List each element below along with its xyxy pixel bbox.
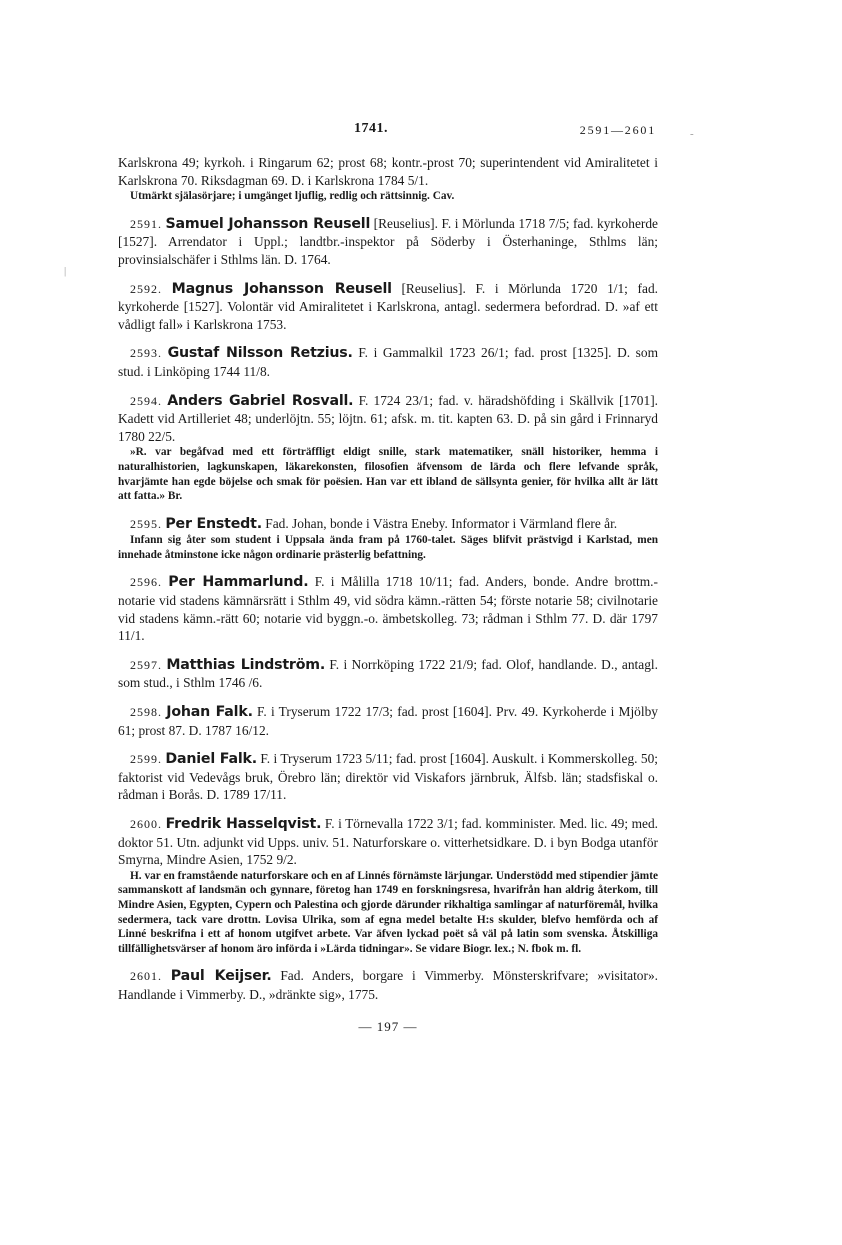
- entry-2592: [118, 280, 658, 334]
- entry-name: Fredrik Hasselqvist.: [165, 816, 322, 832]
- entry-text: [Reuselius]. F. i Mörlunda 1718 7/5; fad. kyrkoherde [1527]. Arrendator i Uppl.; landtbr.-inspektor på Söderby i Österhaninge, Sthlms län; provinsialschäfer i Sthlms län. D. 1764.: [118, 215, 658, 267]
- entry-text: F. i Målilla 1718 10/11; fad. Anders, bonde. Andre brottm.-notarie vid stadens kämnärsrätt i Sthlm 49, vid södra kämn.-rätten 54; förste notarie 58; civilnotarie vid stadens kämn.-rätt 60; notarie vid byggn.-o. ämbetskolleg. 73; rådman i Sthlm 77. D. där 1797 11/1.: [118, 574, 658, 644]
- entry-text: F. i Norrköping 1722 21/9; fad. Olof, handlande. D., antagl. som stud., i Sthlm 1746 /6.: [118, 656, 658, 691]
- entry-number: 2599.: [130, 752, 162, 767]
- entry-2594: [118, 392, 658, 504]
- page-header: [118, 120, 658, 140]
- header-entry-range: 2591—2601: [579, 123, 656, 137]
- entry-number: 2595.: [130, 516, 162, 531]
- entry-number: 2594.: [130, 393, 162, 408]
- entry-number: 2600.: [130, 817, 162, 831]
- entry-text: F. 1724 23/1; fad. v. häradshöfding i Skällvik [1701]. Kadett vid Artilleriet 48; underlöjtn. 55; löjtn. 61; afsk. m. tit. kapten 63. D. på sin gård i Frinnaryd 1780 22/5.: [118, 392, 658, 444]
- entry-text: F. i Törnevalla 1722 3/1; fad. komminister. Med. lic. 49; med. doktor 51. Utn. adjunkt vid Upps. univ. 51. Naturforskare o. vitterhetsidkare. D. i byn Bodga utanför Smyrna, Mindre Asien, 1752 9/2.: [118, 816, 659, 868]
- entry-number: 2598.: [130, 705, 162, 720]
- entry-name: Magnus Johansson Reusell: [171, 280, 392, 297]
- entry-text: F. i Tryserum 1723 5/11; fad. prost [1604]. Auskult. i Kommerskolleg. 50; faktorist vid Vedevågs bruk, Örebro län; direktör vid Viskafors järnbruk, Älfsb. län; stadsfiskal o. rådman i Borås. D. 1789 17/11.: [118, 751, 658, 803]
- entry-number: 2596.: [130, 575, 162, 590]
- entry-text: Fad. Anders, borgare i Vimmerby. Mönsterskrifvare; »visitator». Handlande i Vimmerby. D., »dränkte sig», 1775.: [118, 968, 658, 1002]
- entry-number: 2591.: [130, 216, 162, 231]
- entry-note: »R. var begåfvad med ett förträffligt eldigt snille, stark matematiker, snäll historiker, hemma i naturalhistorien, lagkunskapen, läkarekonsten, filosofien äfvensom de lärda och flere lefvande språk, hvarjämte han egde böjelse och smak för poësien. Han var ett ibland de sällsynta genier, för hvilka allt är lätt att fatta.» Br.: [118, 446, 658, 503]
- entry-number: 2592.: [130, 281, 162, 296]
- entry-2595: [118, 515, 658, 563]
- margin-tick-mark: |: [64, 265, 67, 277]
- entry-name: Gustaf Nilsson Retzius.: [167, 345, 353, 362]
- margin-dash-mark: -: [690, 128, 694, 140]
- entry-2600: [118, 815, 658, 956]
- entry-name: Per Enstedt.: [165, 515, 262, 532]
- header-year: 1741.: [354, 121, 388, 136]
- entry-name: Samuel Johansson Reusell: [165, 215, 371, 232]
- entry-note: H. var en framstående naturforskare och en af Linnés förnämste lärjungar. Understödd med stipendier jämte sammanskott af landsmän och gynnare, företog han 1749 en forskningsresa, hvarifrån han aldrig återkom, till Mindre Asien, Egypten, Cypern och Palestina och gjorde därunder rikhaltiga samlingar af naturföremål, hvilka sedermera, tack vare drottn. Lovisa Ulrika, som af egna medel betalte H:s skulder, blefvo hemförda och af Linné beskrifna i ett af honom utgifvet arbete. Var äfven lyckad poët så väl på latin som svenska. Åtskilliga tillfällighetsvärser af honom äro införda i »Lärda tidningar». Se vidare Biogr. lex.; N. fbok m. fl.: [118, 869, 658, 955]
- entry-note: Infann sig åter som student i Uppsala ända fram på 1760-talet. Säges blifvit prästvigd i Karlstad, men innehade åtminstone icke någon ordinarie prästerlig befattning.: [118, 534, 658, 561]
- entry-number: 2593.: [130, 346, 162, 361]
- lead-note: Utmärkt själasörjare; i umgänget ljuflig, redlig och rättsinnig. Cav.: [130, 190, 455, 203]
- entry-2599: [118, 750, 658, 804]
- entry-text: Fad. Johan, bonde i Västra Eneby. Informator i Värmland flere år.: [265, 515, 618, 531]
- lead-text: Karlskrona 49; kyrkoh. i Ringarum 62; prost 68; kontr.-prost 70; superintendent vid Amiralitetet i Karlskrona 70. Riksdagman 69. D. i Karlskrona 1784 5/1.: [118, 155, 658, 188]
- entry-2596: [118, 573, 658, 644]
- entry-name: Johan Falk.: [166, 704, 253, 721]
- document-page: [118, 120, 658, 1035]
- entry-name: Daniel Falk.: [165, 751, 257, 768]
- entry-text: F. i Gammalkil 1723 26/1; fad. prost [1325]. D. som stud. i Linköping 1744 11/8.: [118, 345, 658, 379]
- entry-name: Anders Gabriel Rosvall.: [167, 392, 354, 409]
- entry-name: Paul Keijser.: [170, 968, 272, 985]
- entry-number: 2601.: [130, 969, 162, 984]
- entry-number: 2597.: [130, 657, 162, 672]
- entry-name: Matthias Lindström.: [166, 656, 326, 673]
- entry-text: [Reuselius]. F. i Mörlunda 1720 1/1; fad. kyrkoherde [1527]. Volontär vid Amiralitetet i Karlskrona, antagl. sedermera befordrad. D. »af ett vådligt fall» i Karlskrona 1753.: [118, 280, 658, 332]
- page-number: — 197 —: [358, 1018, 418, 1034]
- entry-text: F. i Tryserum 1722 17/3; fad. prost [1604]. Prv. 49. Kyrkoherde i Mjölby 61; prost 87. D. 1787 16/12.: [118, 704, 658, 738]
- entry-2593: [118, 344, 658, 380]
- entry-name: Per Hammarlund.: [168, 574, 309, 591]
- entry-2597: [118, 656, 658, 692]
- entry-2601: [118, 967, 658, 1003]
- entry-2591: [118, 215, 658, 269]
- entry-2598: [118, 703, 658, 739]
